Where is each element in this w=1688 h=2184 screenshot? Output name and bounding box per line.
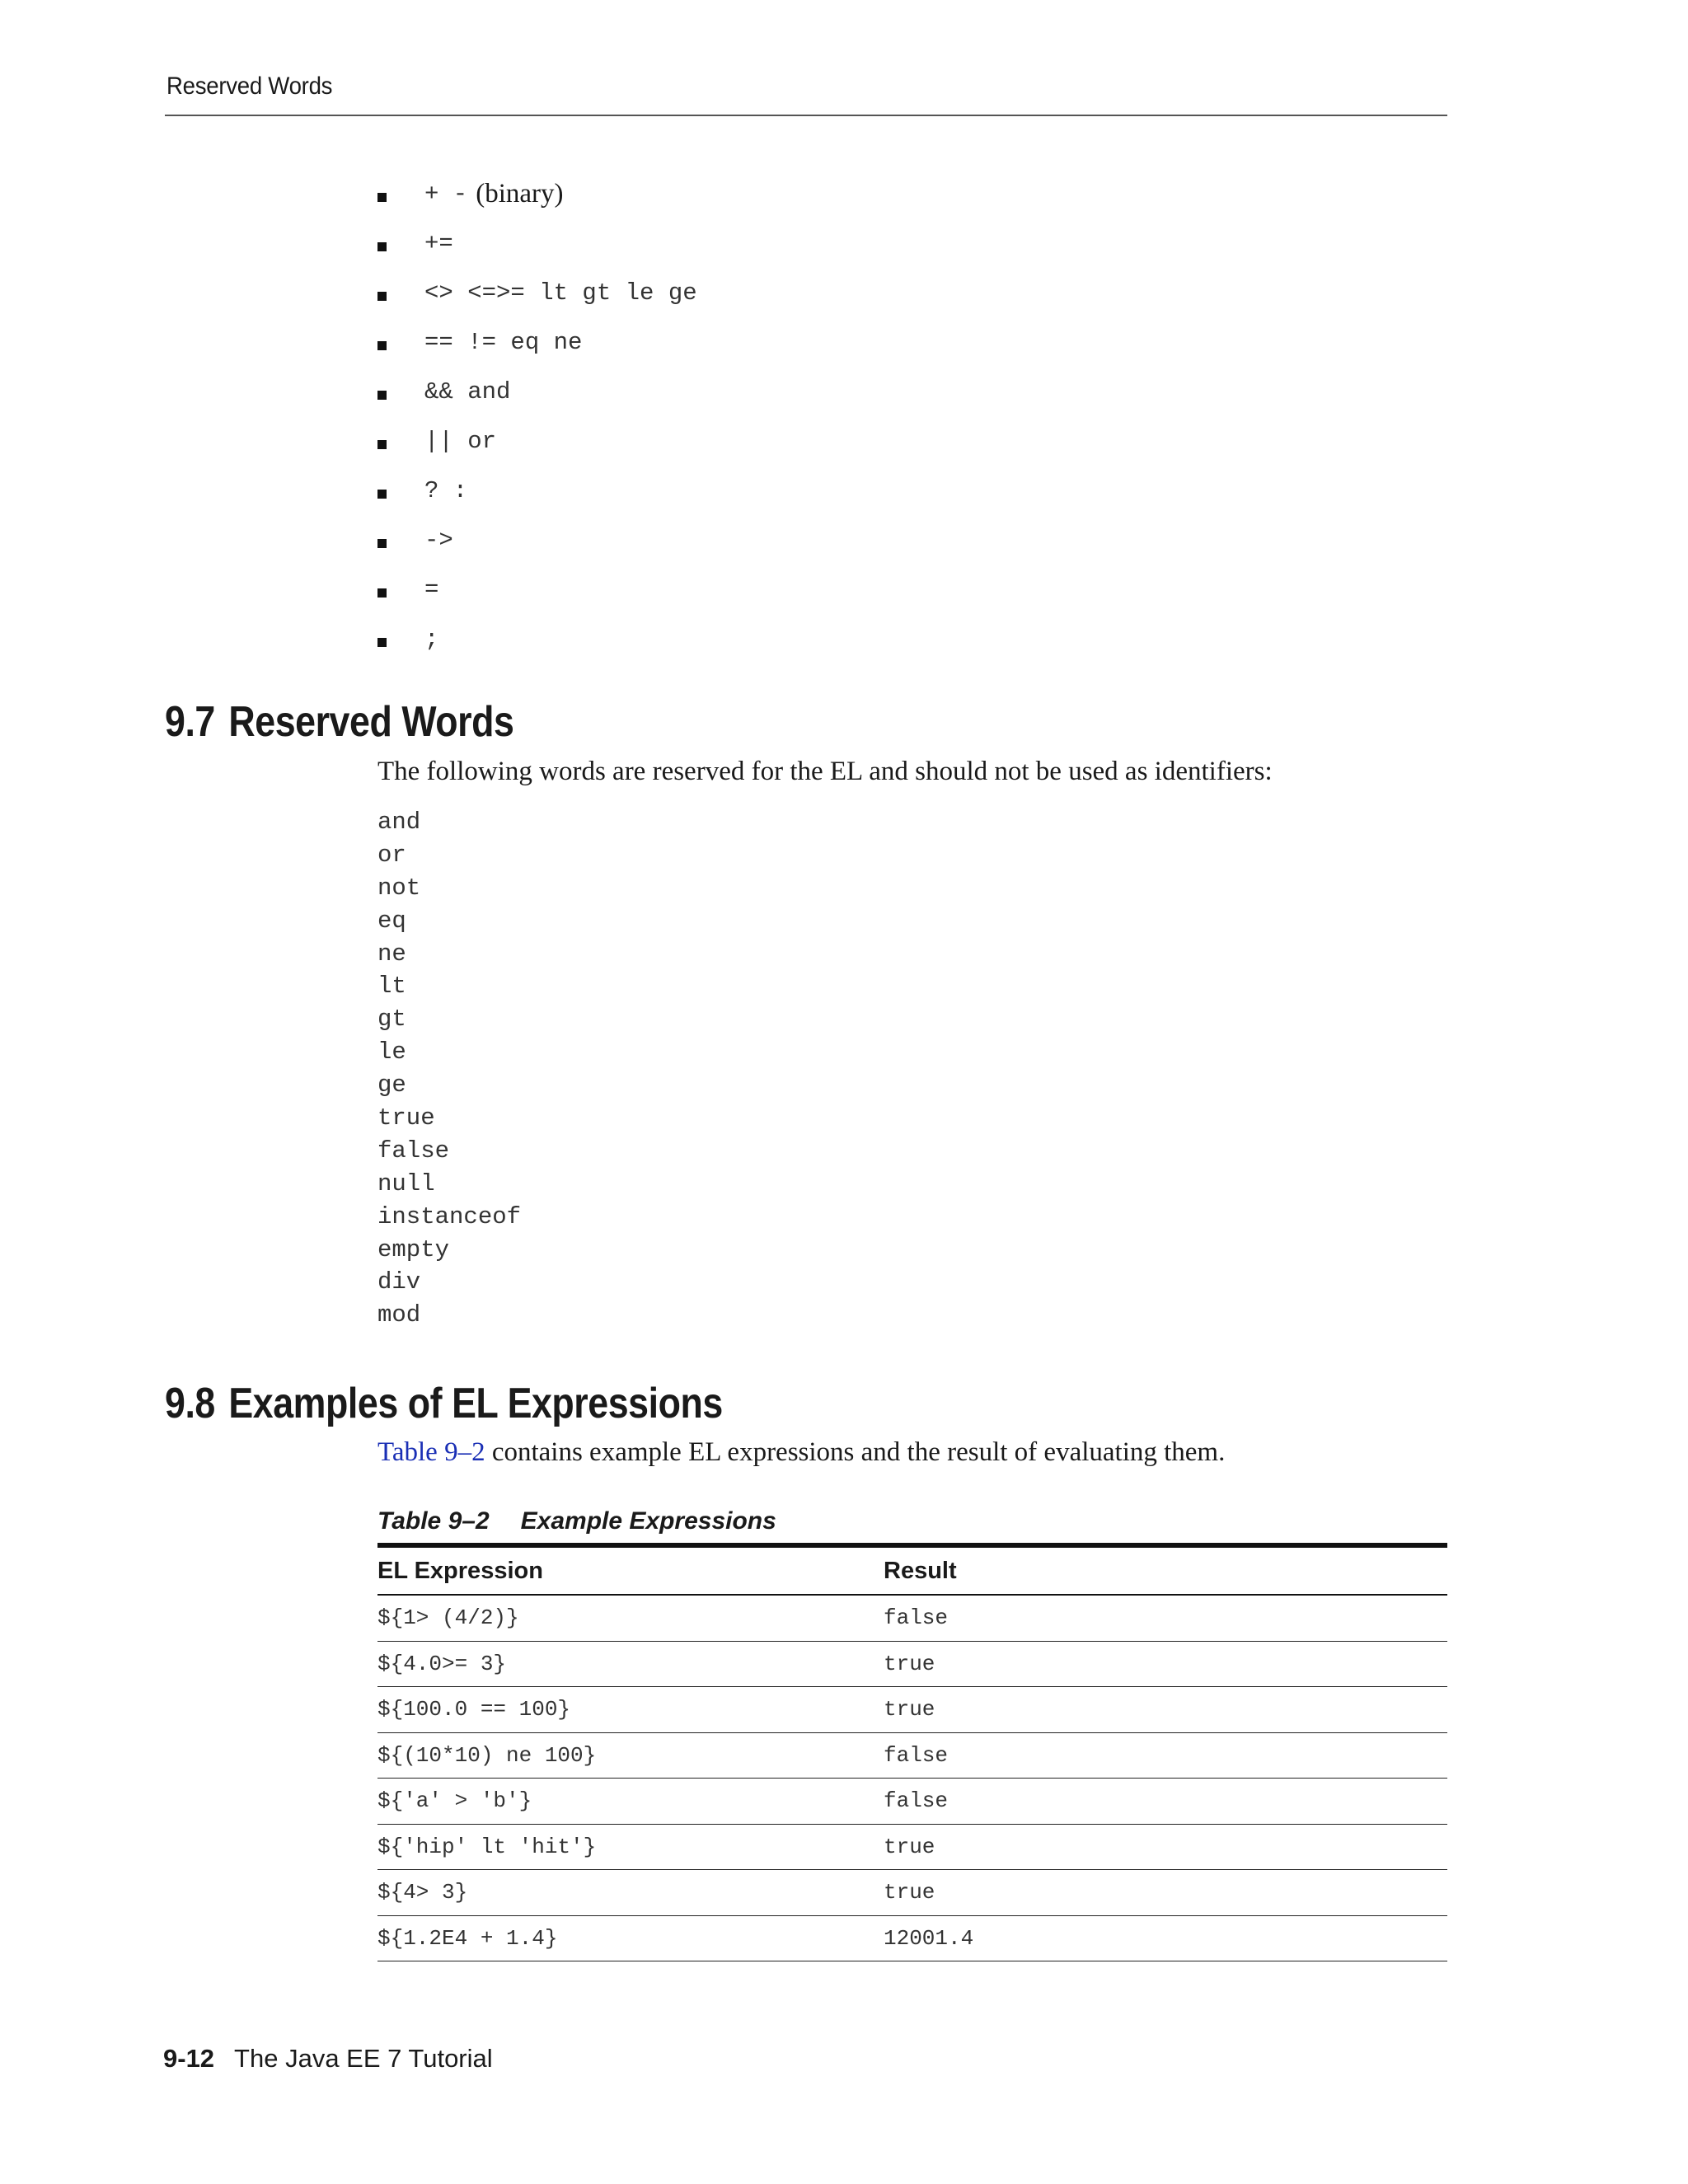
list-item: div bbox=[377, 1268, 421, 1296]
expression-cell: ${4> 3} bbox=[377, 1870, 884, 1916]
list-item bbox=[377, 169, 697, 218]
operator-code: ; bbox=[424, 625, 439, 653]
result-cell: true bbox=[884, 1824, 1447, 1870]
table-header-row bbox=[377, 1545, 1447, 1595]
table-row bbox=[377, 1641, 1447, 1687]
example-expressions-table bbox=[377, 1543, 1447, 1961]
header-rule bbox=[165, 115, 1447, 116]
result-cell: 12001.4 bbox=[884, 1915, 1447, 1961]
table-caption bbox=[377, 1507, 776, 1535]
list-item bbox=[377, 515, 697, 565]
table-row bbox=[377, 1915, 1447, 1961]
bullet-icon bbox=[377, 341, 387, 350]
result-cell: true bbox=[884, 1870, 1447, 1916]
result-cell: false bbox=[884, 1779, 1447, 1825]
operator-note: (binary) bbox=[476, 178, 564, 209]
list-item: and bbox=[377, 808, 421, 836]
table-row bbox=[377, 1687, 1447, 1733]
operator-code: || or bbox=[424, 427, 497, 455]
operator-code: += bbox=[424, 229, 453, 257]
table-row bbox=[377, 1732, 1447, 1779]
bullet-icon bbox=[377, 440, 387, 449]
list-item: eq bbox=[377, 907, 406, 935]
operator-code: == != eq ne bbox=[424, 328, 583, 356]
reserved-word-list bbox=[377, 806, 521, 1332]
bullet-icon bbox=[377, 292, 387, 301]
table-caption-label: Table 9–2 bbox=[377, 1507, 490, 1535]
table-row bbox=[377, 1870, 1447, 1916]
table-row bbox=[377, 1595, 1447, 1641]
operator-code: + - bbox=[424, 180, 468, 208]
operator-code: <> <=>= lt gt le ge bbox=[424, 279, 697, 307]
examples-intro-text: contains example EL expressions and the result of evaluating them. bbox=[485, 1437, 1226, 1467]
table-row bbox=[377, 1824, 1447, 1870]
section-heading-reserved-words bbox=[165, 697, 513, 747]
bullet-icon bbox=[377, 242, 387, 251]
running-header: Reserved Words bbox=[166, 73, 333, 100]
section-heading-el-examples bbox=[165, 1379, 723, 1428]
expression-cell: ${(10*10) ne 100} bbox=[377, 1732, 884, 1779]
list-item: gt bbox=[377, 1005, 406, 1033]
book-title: The Java EE 7 Tutorial bbox=[234, 2044, 493, 2073]
operator-code: && and bbox=[424, 377, 511, 405]
bullet-icon bbox=[377, 539, 387, 548]
reserved-words-intro: The following words are reserved for the EL and should not be used as identifiers: bbox=[377, 757, 1273, 786]
operator-code: -> bbox=[424, 526, 453, 554]
list-item: empty bbox=[377, 1235, 450, 1263]
table-reference-link[interactable]: Table 9–2 bbox=[377, 1437, 485, 1467]
section-number: 9.8 bbox=[165, 1380, 215, 1427]
page-footer bbox=[163, 2044, 493, 2074]
operator-code: ? : bbox=[424, 476, 468, 504]
expression-cell: ${4.0>= 3} bbox=[377, 1641, 884, 1687]
expression-cell: ${1> (4/2)} bbox=[377, 1595, 884, 1641]
list-item bbox=[377, 317, 697, 367]
bullet-icon bbox=[377, 391, 387, 400]
list-item: or bbox=[377, 841, 406, 869]
list-item: lt bbox=[377, 972, 406, 1001]
list-item bbox=[377, 268, 697, 317]
list-item: ne bbox=[377, 940, 406, 968]
expression-cell: ${'hip' lt 'hit'} bbox=[377, 1824, 884, 1870]
result-cell: true bbox=[884, 1687, 1447, 1733]
list-item: mod bbox=[377, 1301, 421, 1329]
list-item bbox=[377, 367, 697, 416]
operator-code: = bbox=[424, 575, 439, 603]
table-row bbox=[377, 1779, 1447, 1825]
section-number: 9.7 bbox=[165, 698, 215, 746]
bullet-icon bbox=[377, 193, 387, 202]
result-cell: false bbox=[884, 1732, 1447, 1779]
list-item: null bbox=[377, 1169, 435, 1197]
examples-intro bbox=[377, 1437, 1225, 1468]
result-cell: false bbox=[884, 1595, 1447, 1641]
operator-list bbox=[377, 169, 697, 663]
list-item bbox=[377, 416, 697, 466]
list-item bbox=[377, 466, 697, 515]
list-item: instanceof bbox=[377, 1202, 522, 1230]
section-title: Reserved Words bbox=[228, 698, 514, 746]
list-item: not bbox=[377, 874, 421, 902]
expression-cell: ${1.2E4 + 1.4} bbox=[377, 1915, 884, 1961]
list-item: ge bbox=[377, 1071, 406, 1099]
column-header-expression: EL Expression bbox=[377, 1545, 884, 1595]
bullet-icon bbox=[377, 588, 387, 598]
section-title: Examples of EL Expressions bbox=[228, 1380, 723, 1427]
expression-cell: ${100.0 == 100} bbox=[377, 1687, 884, 1733]
list-item bbox=[377, 565, 697, 614]
list-item: true bbox=[377, 1104, 435, 1132]
bullet-icon bbox=[377, 490, 387, 499]
expression-cell: ${'a' > 'b'} bbox=[377, 1779, 884, 1825]
table-caption-title: Example Expressions bbox=[520, 1507, 776, 1535]
list-item: false bbox=[377, 1137, 450, 1165]
column-header-result: Result bbox=[884, 1545, 1447, 1595]
list-item bbox=[377, 218, 697, 268]
result-cell: true bbox=[884, 1641, 1447, 1687]
list-item: le bbox=[377, 1038, 406, 1066]
list-item bbox=[377, 614, 697, 663]
bullet-icon bbox=[377, 638, 387, 647]
page-number: 9-12 bbox=[163, 2044, 215, 2073]
